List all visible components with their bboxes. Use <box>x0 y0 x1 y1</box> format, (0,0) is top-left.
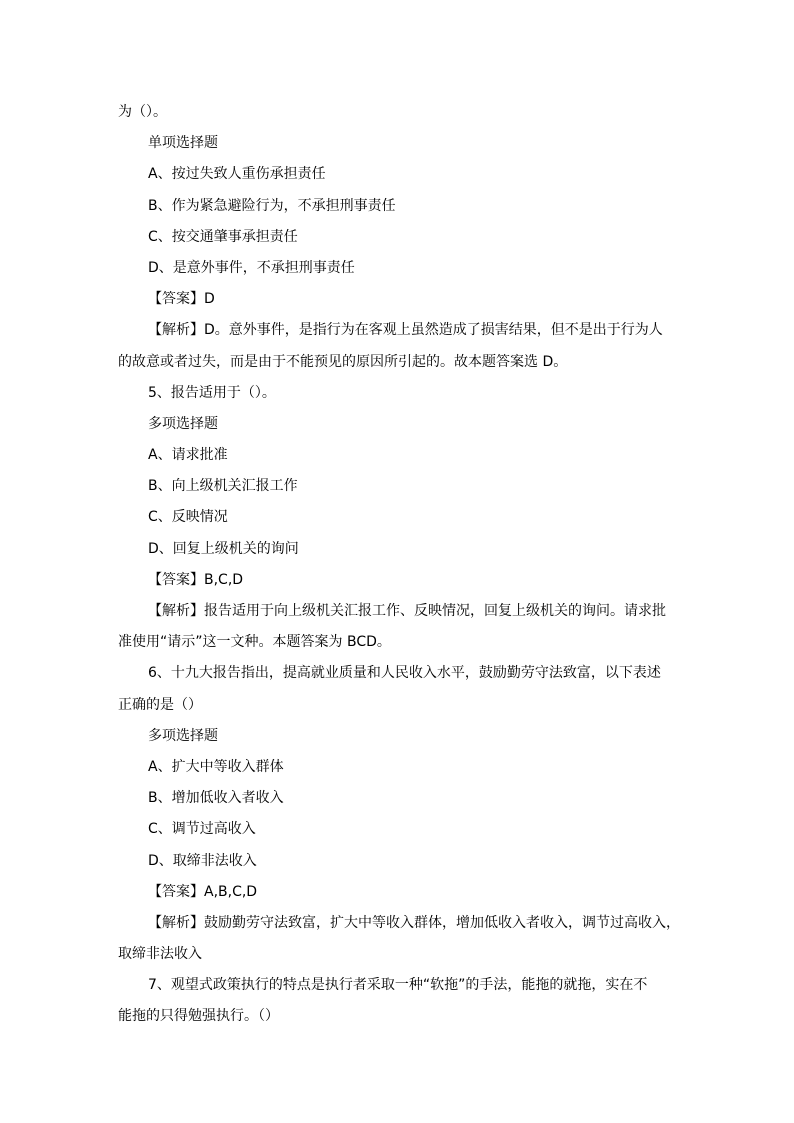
paragraph <box>118 970 678 1032</box>
text-line: 准使用“请示”这一文种。本题答案为 BCD。 <box>118 634 391 651</box>
paragraph <box>118 814 678 845</box>
text-line: 【答案】A,B,C,D <box>148 883 258 900</box>
text-line: B、作为紧急避险行为，不承担刑事责任 <box>148 197 396 214</box>
paragraph <box>118 846 678 877</box>
paragraph <box>118 222 678 253</box>
text-line: 能拖的只得勉强执行。（） <box>118 1008 279 1025</box>
text-line: 为（）。 <box>118 104 167 120</box>
text-line: 多项选择题 <box>148 727 218 744</box>
paragraph <box>118 471 678 502</box>
text-line: 取缔非法收入 <box>118 946 202 963</box>
paragraph <box>118 315 678 377</box>
paragraph <box>118 908 678 970</box>
paragraph <box>118 253 678 284</box>
text-line: B、增加低收入者收入 <box>148 790 284 807</box>
paragraph <box>118 534 678 565</box>
paragraph <box>118 721 678 752</box>
text-line: A、扩大中等收入群体 <box>148 758 284 775</box>
paragraph <box>118 284 678 315</box>
text-line: B、向上级机关汇报工作 <box>148 478 298 495</box>
text-line: 【答案】D <box>148 291 215 308</box>
text-line: D、取缔非法收入 <box>148 852 257 869</box>
paragraph <box>118 128 678 159</box>
text-line: 【答案】B,C,D <box>148 571 244 588</box>
paragraph <box>118 97 678 128</box>
paragraph <box>118 159 678 190</box>
paragraph <box>118 378 678 409</box>
paragraph <box>118 596 678 658</box>
paragraph <box>118 658 678 720</box>
text-line: 【解析】报告适用于向上级机关汇报工作、反映情况，回复上级机关的询问。请求批 <box>148 603 666 619</box>
text-line: 7、观望式政策执行的特点是执行者采取一种“软拖”的手法，能拖的就拖，实在不 <box>148 977 648 994</box>
text-line: 正确的是（） <box>118 696 202 713</box>
paragraph <box>118 191 678 222</box>
paragraph <box>118 565 678 596</box>
text-line: C、反映情况 <box>148 509 228 526</box>
document-body <box>118 97 678 1033</box>
paragraph <box>118 783 678 814</box>
text-line: 【解析】D。意外事件，是指行为在客观上虽然造成了损害结果，但不是出于行为人 <box>148 322 663 339</box>
paragraph <box>118 502 678 533</box>
paragraph <box>118 752 678 783</box>
text-line: A、请求批准 <box>148 447 228 464</box>
text-line: 【解析】鼓励勤劳守法致富，扩大中等收入群体，增加低收入者收入，调节过高收入， <box>148 914 680 931</box>
text-line: C、调节过高收入 <box>148 821 256 838</box>
text-line: 的故意或者过失，而是由于不能预见的原因所引起的。故本题答案选 D。 <box>118 353 568 370</box>
text-line: D、是意外事件，不承担刑事责任 <box>148 259 355 276</box>
text-line: 6、十九大报告指出，提高就业质量和人民收入水平，鼓励勤劳守法致富，以下表述 <box>148 665 661 682</box>
paragraph <box>118 877 678 908</box>
text-line: C、按交通肇事承担责任 <box>148 228 298 245</box>
text-line: 多项选择题 <box>148 415 218 432</box>
text-line: A、按过失致人重伤承担责任 <box>148 166 326 183</box>
text-line: D、回复上级机关的询问 <box>148 540 299 557</box>
paragraph <box>118 409 678 440</box>
text-line: 5、报告适用于（）。 <box>148 384 276 401</box>
text-line: 单项选择题 <box>148 135 218 152</box>
paragraph <box>118 440 678 471</box>
